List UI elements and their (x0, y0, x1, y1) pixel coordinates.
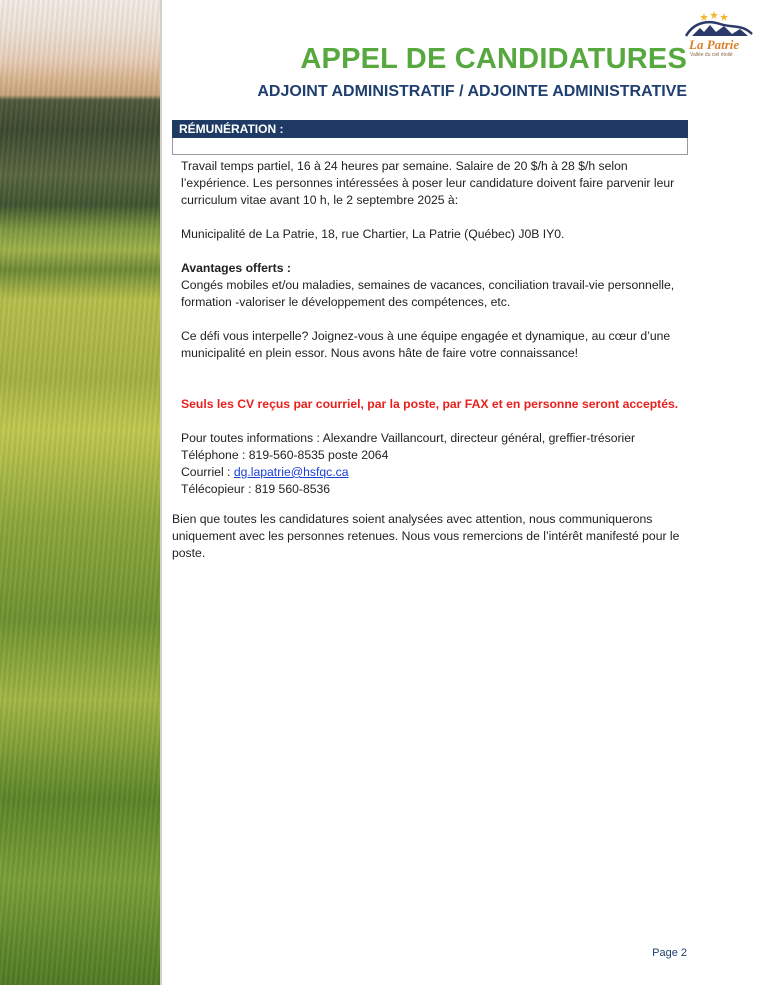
photo-divider (160, 0, 162, 985)
benefits-heading: Avantages offerts : (181, 261, 291, 275)
remuneration-heading: RÉMUNÉRATION : (172, 120, 688, 138)
application-notice: Seuls les CV reçus par courriel, par la poste, par FAX et en personne seront acceptés. (181, 397, 679, 411)
page-title: APPEL DE CANDIDATURES (300, 43, 687, 75)
email-line (181, 464, 691, 481)
logo-name: La Patrie (689, 37, 740, 52)
contact-info: Pour toutes informations : Alexandre Vaillancourt, directeur général, greffier-trésorier (181, 431, 636, 445)
job-description (181, 158, 691, 498)
page-number: Page 2 (652, 947, 687, 959)
remuneration-box (172, 138, 688, 155)
field-photo-strip (0, 0, 160, 985)
benefits-text: Congés mobiles et/ou maladies, semaines de vacances, conciliation travail-vie personnelle, formation -valoriser le développement des compétences, etc. (181, 278, 675, 309)
email-link[interactable]: dg.lapatrie@hsfqc.ca (233, 465, 349, 479)
challenge-paragraph: Ce défi vous interpelle? Joignez-vous à une équipe engagée et dynamique, au cœur d’une municipalité en plein essor. Nous avons hâte de faire votre connaissance! (181, 329, 671, 360)
logo-tagline: Vallée du ciel étoilé (690, 52, 733, 58)
closing-paragraph: Bien que toutes les candidatures soient analysées avec attention, nous communiquerons uniquement avec les personnes retenues. Nous vous remercions de l’intérêt manifesté pour le poste. (172, 512, 680, 560)
phone-line: Téléphone : 819-560-8535 poste 2064 (181, 448, 389, 462)
position-subtitle: ADJOINT ADMINISTRATIF / ADJOINTE ADMINISTRATIVE (257, 83, 687, 100)
fax-line: Télécopieur : 819 560-8536 (181, 482, 331, 496)
intro-paragraph: Travail temps partiel, 16 à 24 heures par semaine. Salaire de 20 $/h à 28 $/h selon l’expérience. Les personnes intéressées à poser leur candidature doivent faire parvenir leur curriculum vitae avant 10 h, le 2 septembre 2025 à: (181, 159, 675, 207)
address-paragraph: Municipalité de La Patrie, 18, rue Chartier, La Patrie (Québec) J0B IY0. (181, 227, 565, 241)
email-label: Courriel : (181, 465, 234, 479)
